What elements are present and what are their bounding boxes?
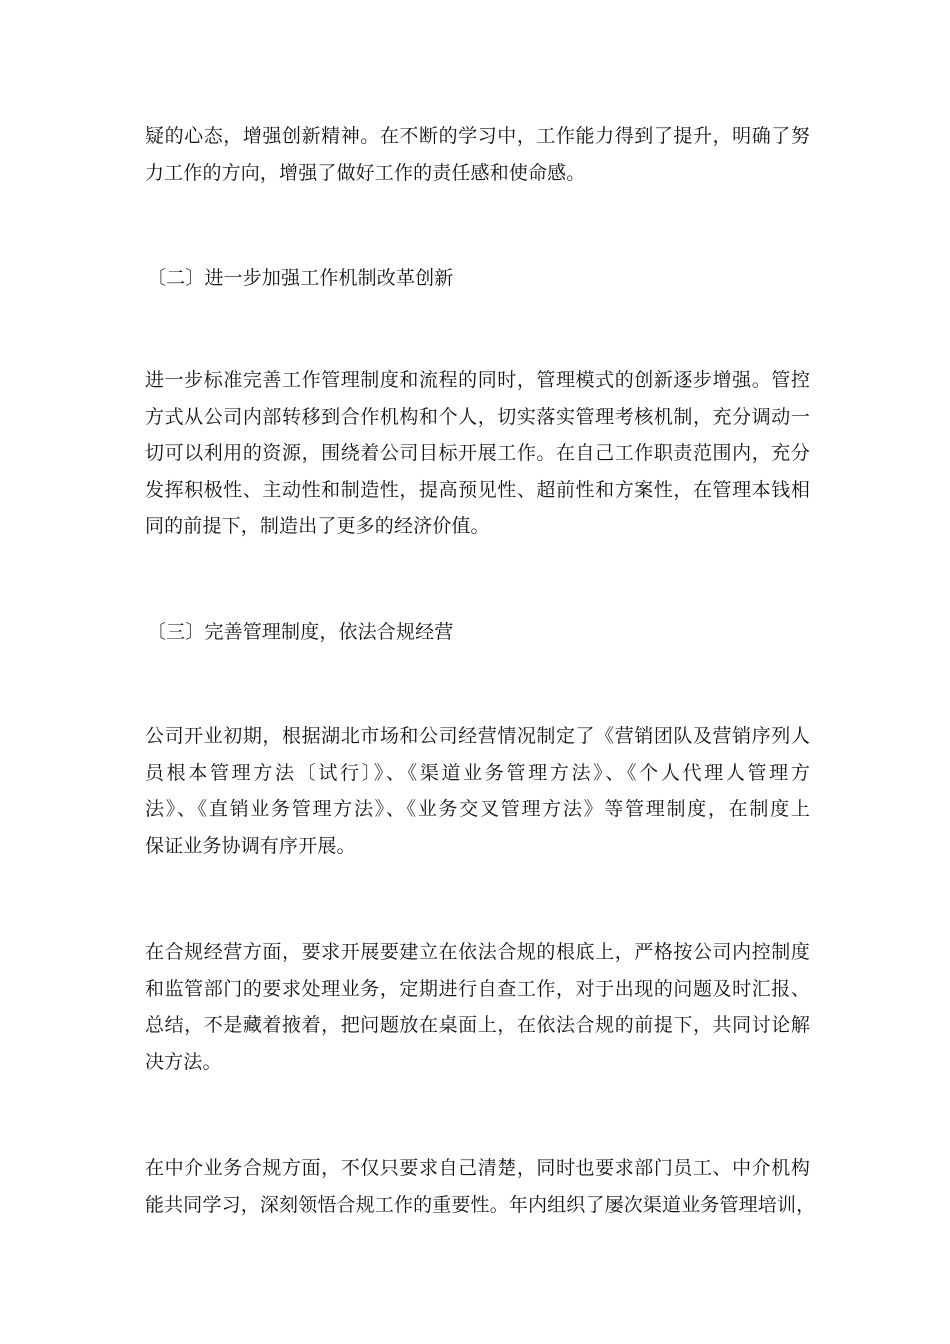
- paragraph-line: 在中介业务合规方面，不仅只要求自己清楚，同时也要求部门员工、中介机构: [145, 1157, 810, 1179]
- paragraph-intermediary-compliance: [145, 1150, 816, 1223]
- paragraph-line: 法》、《直销业务管理方法》、《业务交叉管理方法》等管理制度，在制度上: [145, 798, 810, 820]
- paragraph-line: 和监管部门的要求处理业务，定期进行自查工作，对于出现的问题及时汇报、: [145, 977, 810, 1000]
- paragraph-line: 决方法。: [145, 1050, 222, 1073]
- paragraph-line: 公司开业初期，根据湖北市场和公司经营情况制定了《营销团队及营销序列人: [145, 725, 810, 747]
- paragraph-line: 员根本管理方法〔试行〕》、《渠道业务管理方法》、《个人代理人管理方: [145, 761, 810, 784]
- paragraph-line: 同的前提下，制造出了更多的经济价值。: [145, 515, 490, 537]
- paragraph-continuation: [145, 118, 810, 191]
- section-heading-2: 〔二〕进一步加强工作机制改革创新: [147, 267, 454, 289]
- paragraph-line: 在合规经营方面，要求开展要建立在依法合规的根底上，严格按公司内控制度: [145, 941, 810, 963]
- paragraph-line: 进一步标准完善工作管理制度和流程的同时，管理模式的创新逐步增强。管控: [145, 369, 810, 391]
- paragraph-line: 发挥积极性、主动性和制造性，提高预见性、超前性和方案性，在管理本钱相: [145, 478, 810, 501]
- paragraph-line: 保证业务协调有序开展。: [145, 834, 356, 857]
- section-heading-3: 〔三〕完善管理制度，依法合规经营: [147, 621, 454, 643]
- paragraph-line: 力工作的方向，增强了做好工作的责任感和使命感。: [145, 161, 586, 184]
- paragraph-compliance-operation: [145, 934, 810, 1080]
- paragraph-mechanism-innovation: [145, 362, 810, 545]
- paragraph-line: 总结，不是藏着掖着，把问题放在桌面上，在依法合规的前提下，共同讨论解: [145, 1014, 810, 1036]
- paragraph-management-system: [145, 718, 810, 864]
- paragraph-line: 切可以利用的资源，围绕着公司目标开展工作。在自己工作职责范围内，充分: [145, 442, 810, 464]
- paragraph-line: 方式从公司内部转移到合作机构和个人，切实落实管理考核机制，充分调动一: [145, 405, 810, 428]
- paragraph-line: 能共同学习，深刻领悟合规工作的重要性。年内组织了屡次渠道业务管理培训，: [145, 1193, 816, 1216]
- paragraph-line: 疑的心态，增强创新精神。在不断的学习中，工作能力得到了提升，明确了努: [145, 125, 810, 147]
